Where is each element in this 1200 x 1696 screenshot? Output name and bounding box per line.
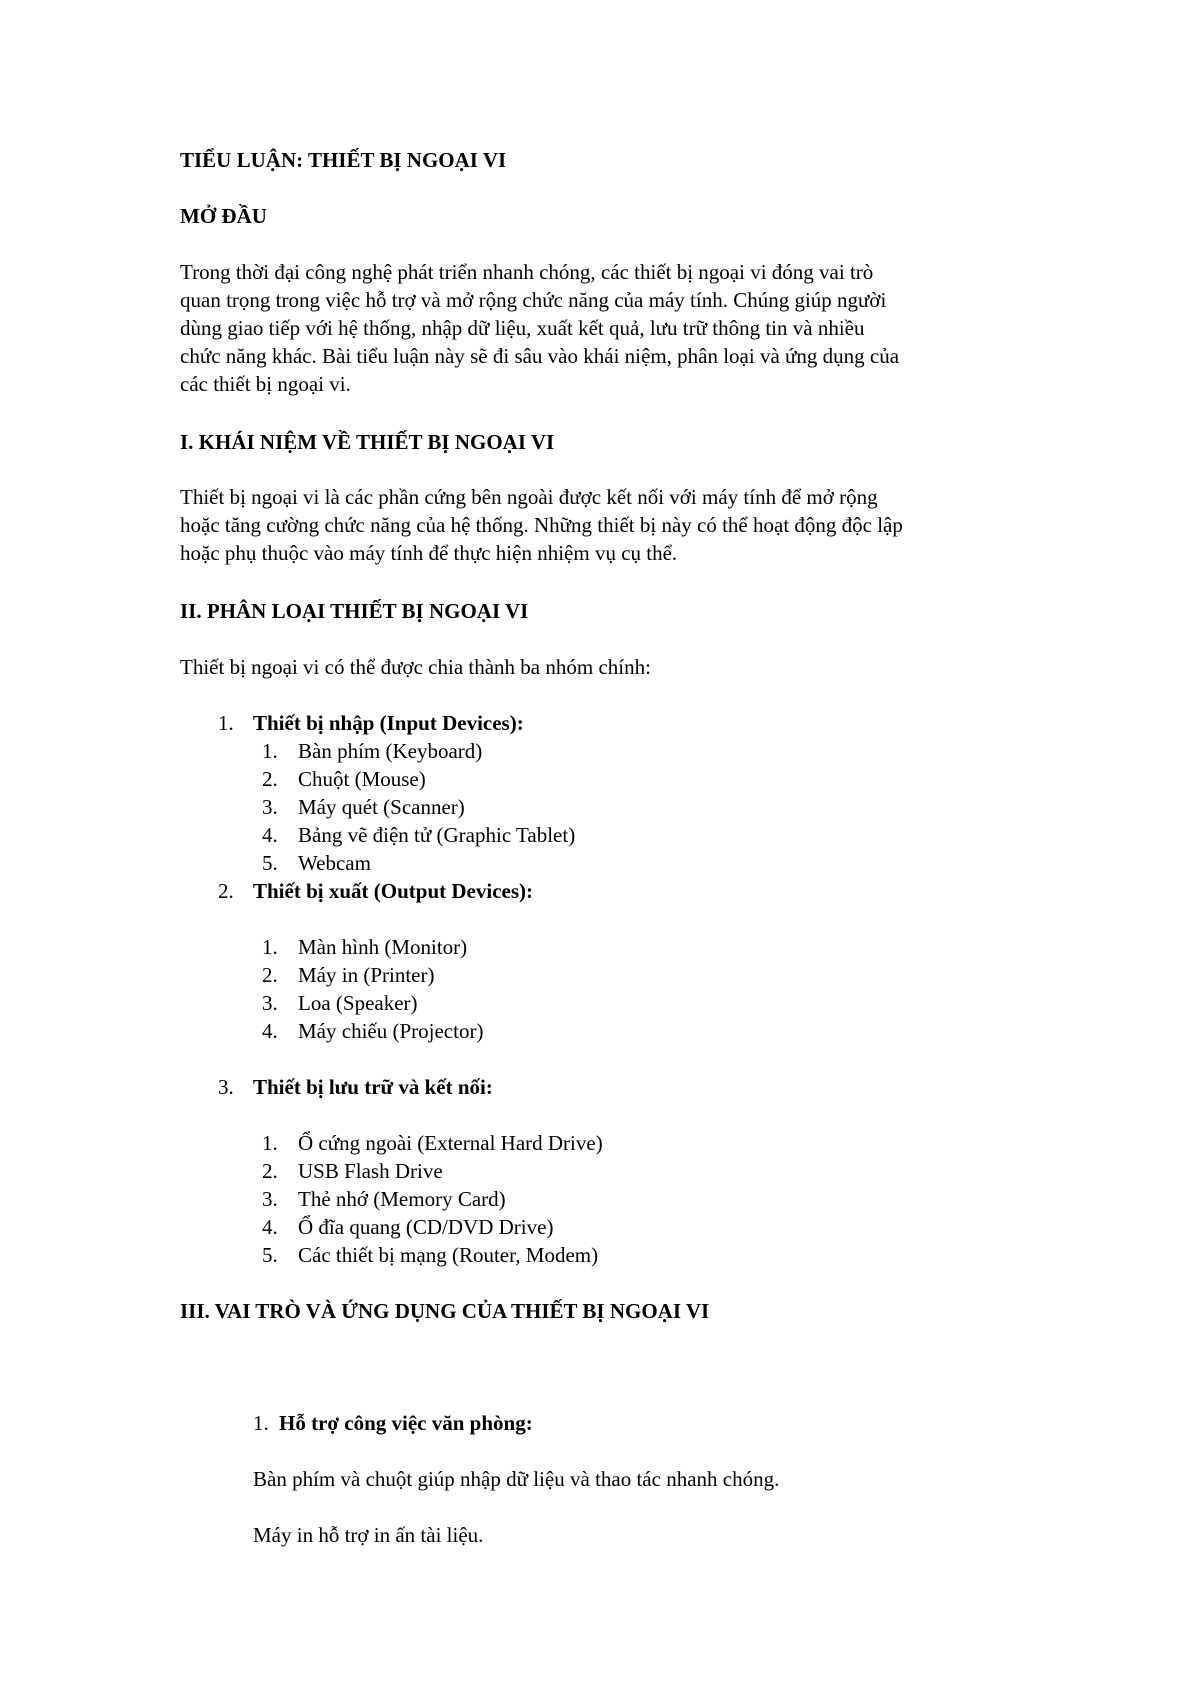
list-item-number: 5. — [262, 851, 278, 875]
section1-line: Thiết bị ngoại vi là các phần cứng bên ngoài được kết nối với máy tính để mở rộng — [180, 485, 878, 509]
intro-line: Trong thời đại công nghệ phát triển nhanh chóng, các thiết bị ngoại vi đóng vai trò — [180, 260, 874, 284]
document-title: TIỂU LUẬN: THIẾT BỊ NGOẠI VI — [180, 148, 507, 172]
list-item: Thẻ nhớ (Memory Card) — [298, 1187, 506, 1211]
list-item: Chuột (Mouse) — [298, 767, 426, 791]
list-item-number: 4. — [262, 823, 278, 847]
section1-line: hoặc phụ thuộc vào máy tính để thực hiện nhiệm vụ cụ thể. — [180, 541, 678, 565]
group-label-input: Thiết bị nhập (Input Devices): — [253, 711, 524, 735]
list-item: Webcam — [298, 851, 371, 875]
intro-heading: MỞ ĐẦU — [180, 204, 267, 228]
section1-heading: I. KHÁI NIỆM VỀ THIẾT BỊ NGOẠI VI — [180, 430, 555, 454]
section3-heading: III. VAI TRÒ VÀ ỨNG DỤNG CỦA THIẾT BỊ NGOẠI VI — [180, 1299, 710, 1323]
list-item-number: 4. — [262, 1215, 278, 1239]
subsection-number: 1. — [253, 1411, 269, 1435]
group-label-storage: Thiết bị lưu trữ và kết nối: — [253, 1075, 493, 1099]
list-item-number: 3. — [262, 795, 278, 819]
list-item: Bàn phím (Keyboard) — [298, 739, 483, 763]
section2-intro: Thiết bị ngoại vi có thể được chia thành ba nhóm chính: — [180, 655, 651, 679]
list-item-number: 1. — [262, 1131, 278, 1155]
list-item: Máy chiếu (Projector) — [298, 1019, 484, 1043]
intro-line: các thiết bị ngoại vi. — [180, 372, 351, 396]
intro-line: quan trọng trong việc hỗ trợ và mở rộng chức năng của máy tính. Chúng giúp người — [180, 288, 887, 312]
subsection-label: Hỗ trợ công việc văn phòng: — [279, 1411, 533, 1435]
list-item: Các thiết bị mạng (Router, Modem) — [298, 1243, 599, 1267]
section1-line: hoặc tăng cường chức năng của hệ thống. Những thiết bị này có thể hoạt động độc lập — [180, 513, 903, 537]
list-item: Máy in (Printer) — [298, 963, 435, 987]
list-item: USB Flash Drive — [298, 1159, 443, 1183]
list-item-number: 5. — [262, 1243, 278, 1267]
group-label-output: Thiết bị xuất (Output Devices): — [253, 879, 533, 903]
list-item: Ổ đĩa quang (CD/DVD Drive) — [298, 1215, 554, 1239]
list-item: Bảng vẽ điện tử (Graphic Tablet) — [298, 823, 576, 847]
subsection-paragraph: Máy in hỗ trợ in ấn tài liệu. — [253, 1523, 484, 1547]
list-item-number: 3. — [262, 991, 278, 1015]
group-number: 3. — [218, 1075, 234, 1099]
list-item-number: 2. — [262, 963, 278, 987]
list-item: Màn hình (Monitor) — [298, 935, 468, 959]
section2-heading: II. PHÂN LOẠI THIẾT BỊ NGOẠI VI — [180, 599, 529, 623]
list-item: Loa (Speaker) — [298, 991, 418, 1015]
list-item-number: 2. — [262, 767, 278, 791]
list-item: Ổ cứng ngoài (External Hard Drive) — [298, 1131, 603, 1155]
section1-paragraph — [180, 483, 903, 567]
list-item-number: 4. — [262, 1019, 278, 1043]
list-item-number: 1. — [262, 935, 278, 959]
list-item-number: 1. — [262, 739, 278, 763]
intro-line: dùng giao tiếp với hệ thống, nhập dữ liệu, xuất kết quả, lưu trữ thông tin và nhiều — [180, 316, 865, 340]
list-item: Máy quét (Scanner) — [298, 795, 465, 819]
subsection-paragraph: Bàn phím và chuột giúp nhập dữ liệu và thao tác nhanh chóng. — [253, 1467, 780, 1491]
group-number: 1. — [218, 711, 234, 735]
group-number: 2. — [218, 879, 234, 903]
intro-line: chức năng khác. Bài tiểu luận này sẽ đi sâu vào khái niệm, phân loại và ứng dụng của — [180, 344, 900, 368]
list-item-number: 3. — [262, 1187, 278, 1211]
intro-paragraph — [180, 258, 899, 398]
list-item-number: 2. — [262, 1159, 278, 1183]
